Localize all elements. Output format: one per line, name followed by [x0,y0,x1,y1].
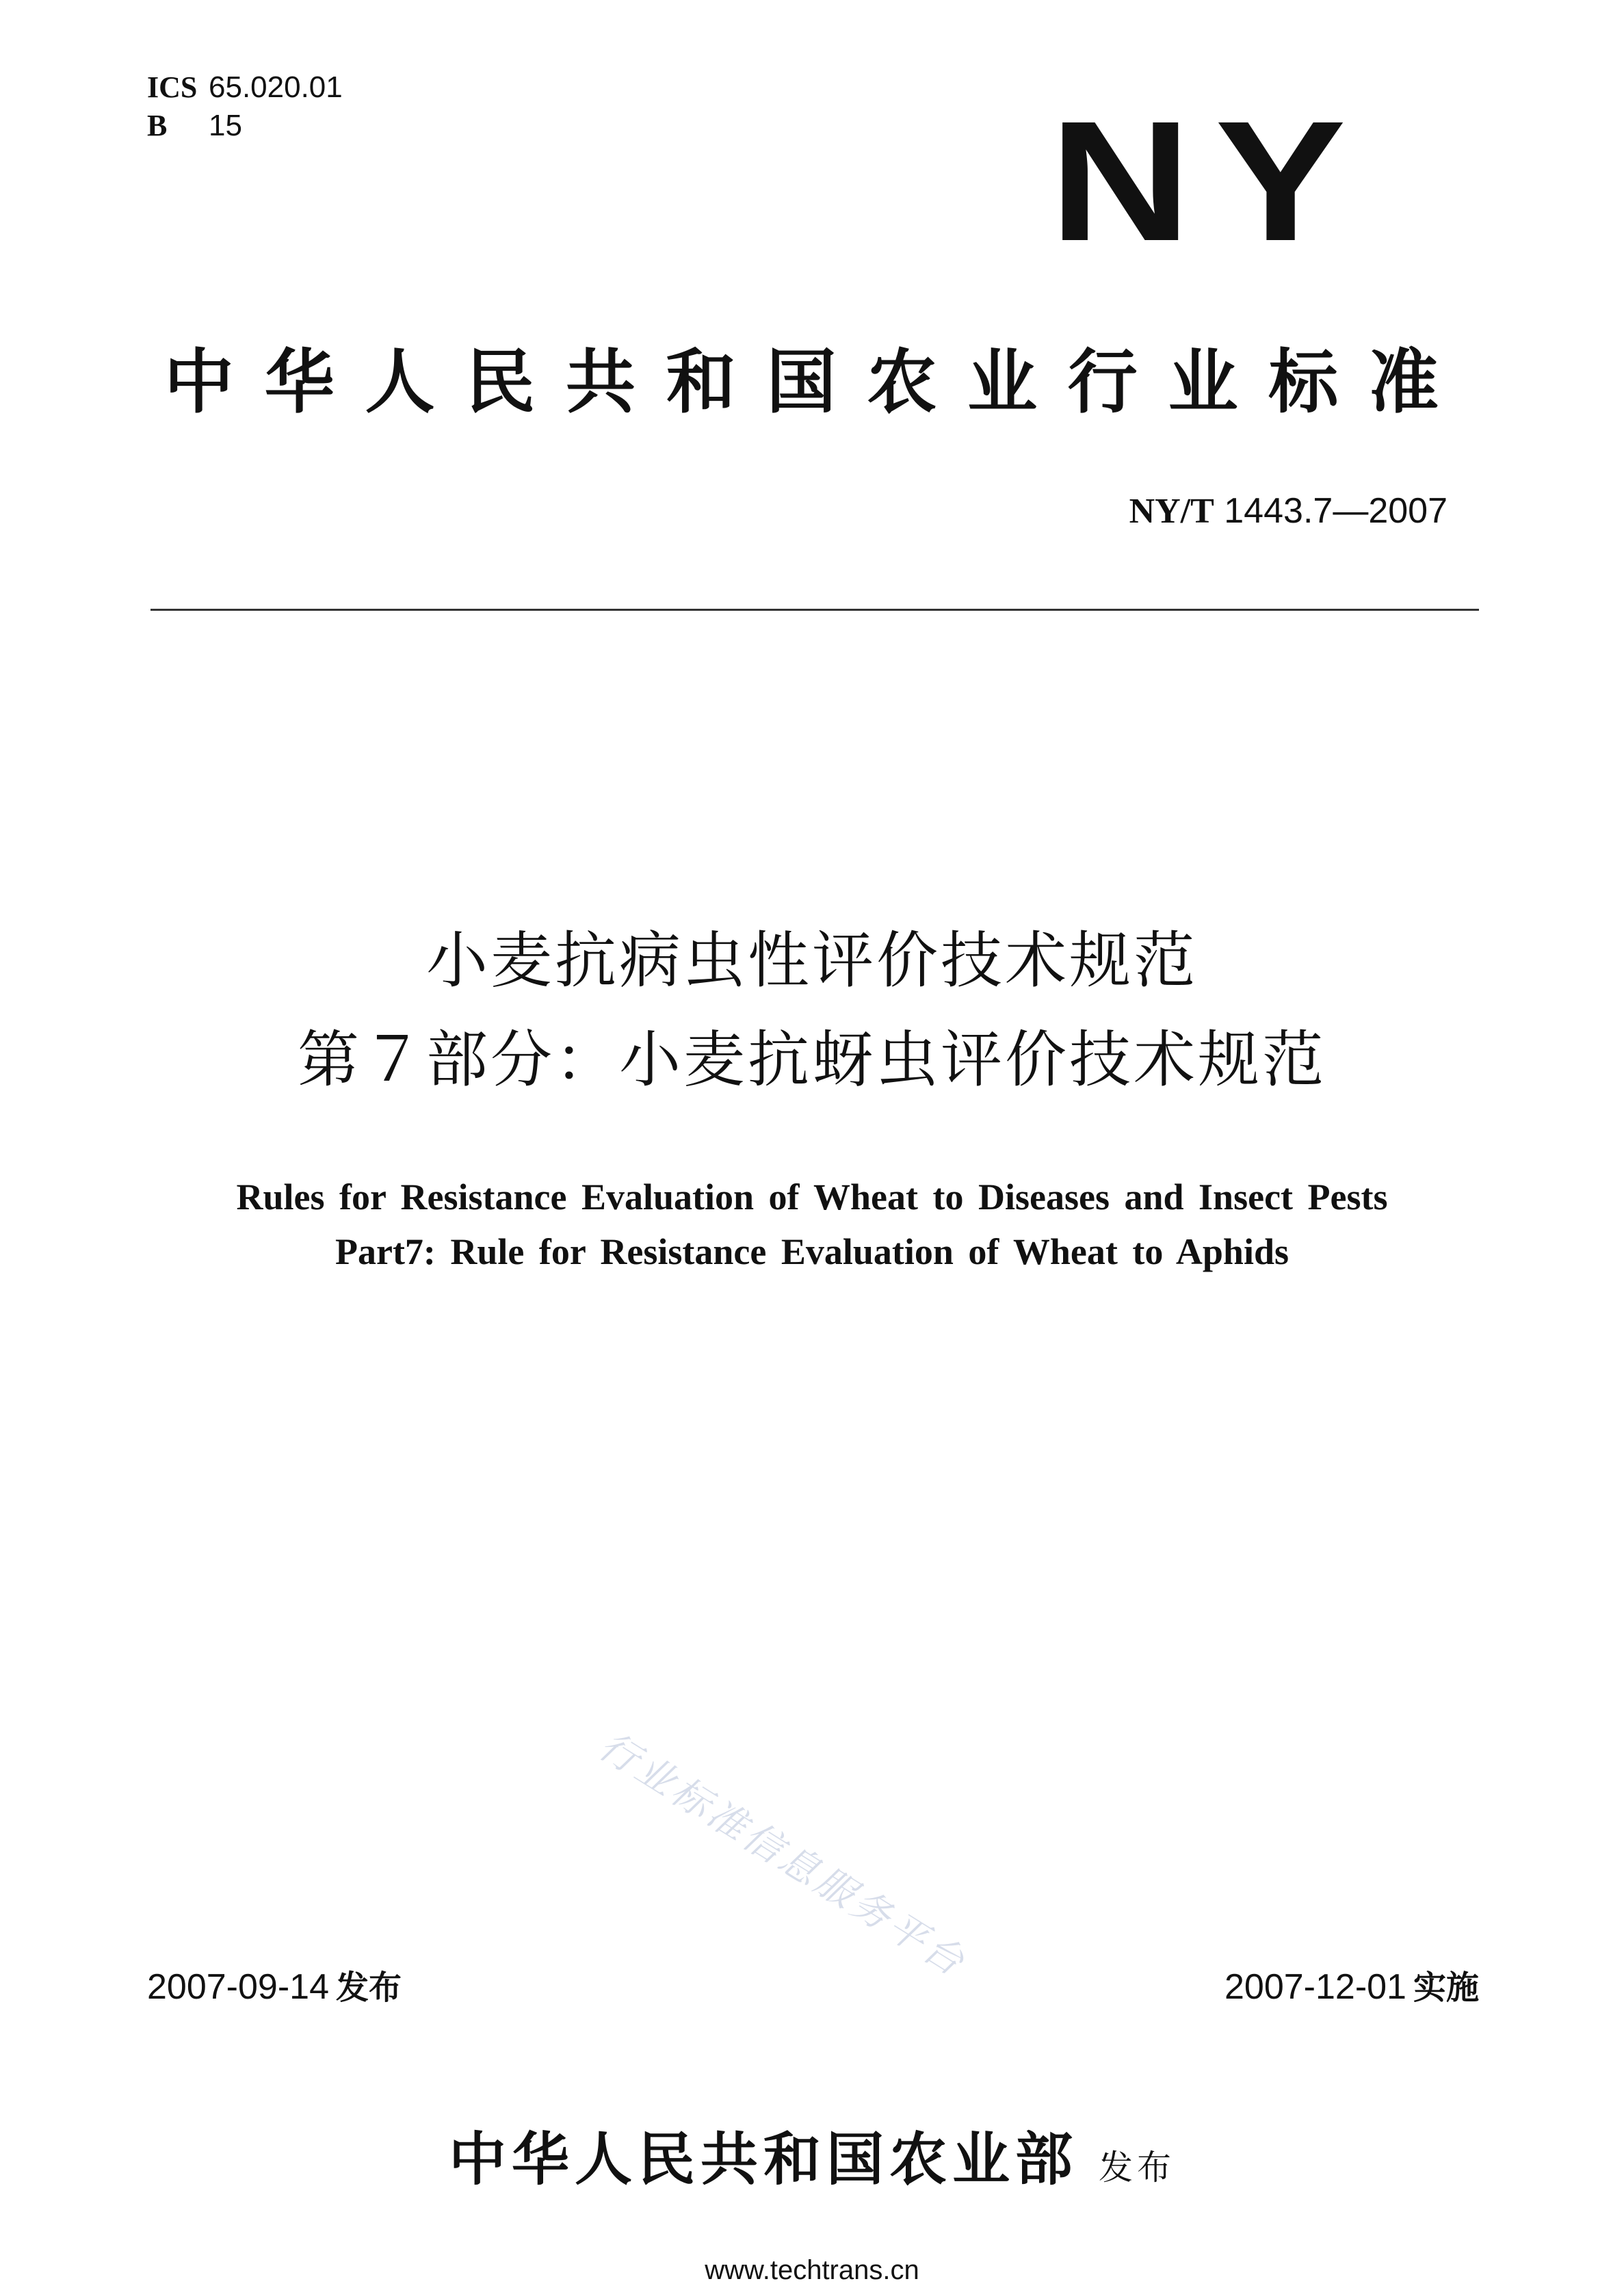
ccs-code: 15 [209,109,242,142]
ccs-label: B [147,109,168,142]
title-en-line1: Rules for Resistance Evaluation of Wheat to Diseases and Insect Pests [236,1176,1388,1218]
title-en-line2: Part7: Rule for Resistance Evaluation of Wheat to Aphids [335,1231,1289,1272]
publisher-suffix: 发布 [1099,2148,1175,2187]
publisher-name: 中华人民共和国农业部 [448,2125,1078,2193]
implement-date-block [1224,1963,1479,2012]
standard-title: 中华人民共和国农业行业标准 [164,342,1454,423]
classification-codes [147,68,343,145]
ny-mark-logo: NY [1049,85,1370,276]
ics-label: ICS [147,70,198,104]
issue-label: 发布 [336,1969,402,2007]
standard-number-prefix: NY/T [1129,492,1214,531]
header-divider [150,609,1479,611]
standard-number [1129,489,1448,534]
title-cn-line1: 小麦抗病虫性评价技术规范 [426,925,1198,997]
standard-number-value: 1443.7—2007 [1224,491,1448,531]
watermark: 行业标准信息服务平台 [591,1724,975,1986]
ics-line [147,68,343,107]
ics-code: 65.020.01 [209,70,343,104]
ccs-line [147,107,343,145]
implement-date: 2007-12-01 [1224,1967,1406,2007]
title-cn-line2: 第７部分：小麦抗蚜虫评价技术规范 [298,1024,1326,1096]
publisher [0,2114,1624,2196]
issue-date: 2007-09-14 [147,1967,329,2007]
footer-url: www.techtrans.cn [705,2255,919,2285]
issue-date-block [147,1963,402,2012]
implement-label: 实施 [1413,1969,1479,2007]
